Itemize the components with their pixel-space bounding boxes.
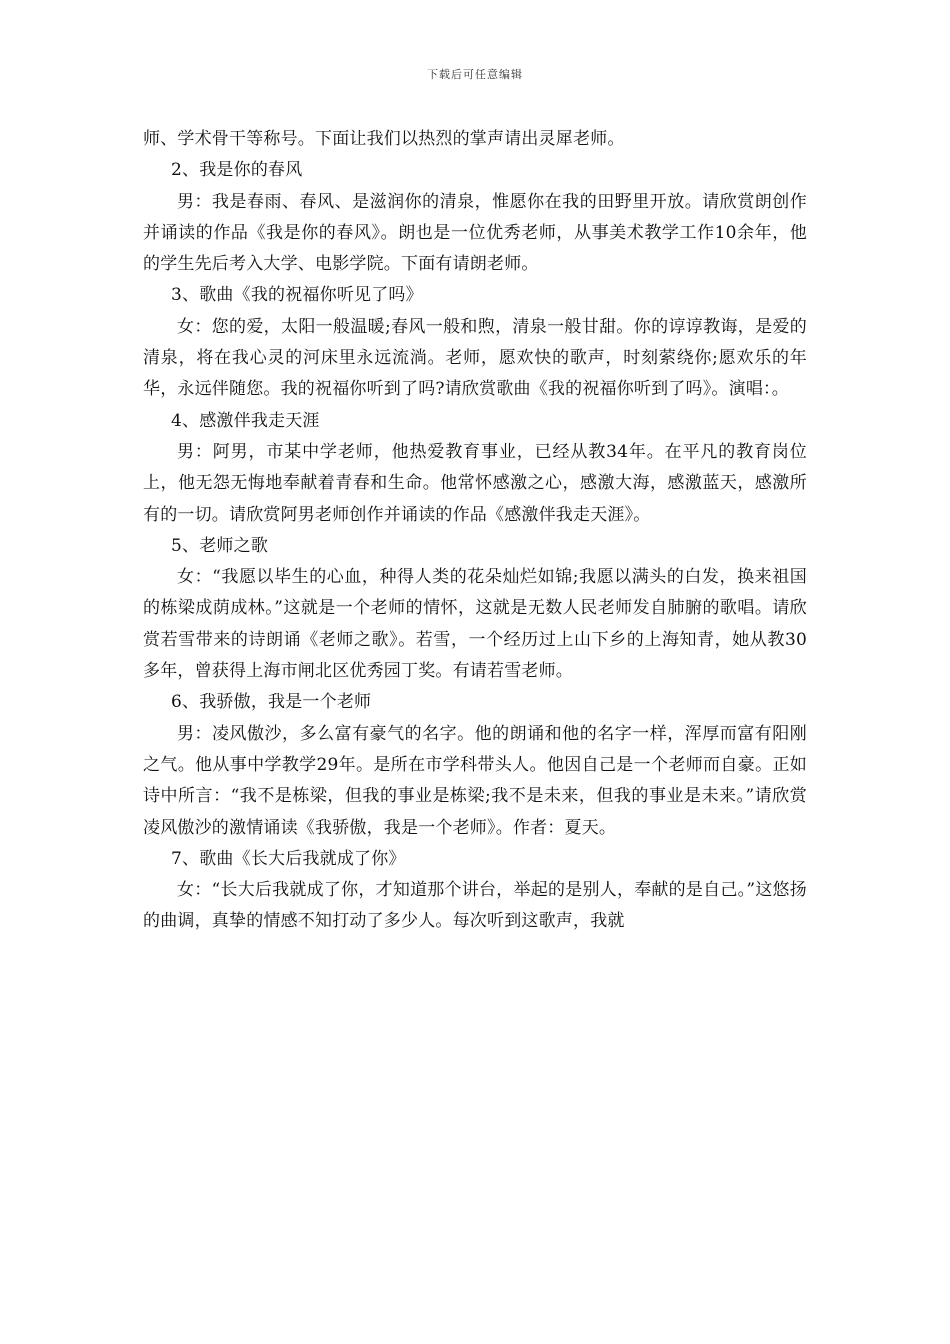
paragraph-4: 男：阿男，市某中学老师，他热爱教育事业，已经从教34年。在平凡的教育岗位上，他无怨无悔地奉献着青春和生命。他常怀感激之心，感激大海，感激蓝天，感激所有的一切。请欣赏阿男老师创作并诵读的作品《感激伴我走天涯》。 <box>143 441 807 525</box>
paragraph-continued: 师、学术骨干等称号。下面让我们以热烈的掌声请出灵犀老师。 <box>143 129 625 149</box>
page-header: 下载后可任意编辑 <box>427 68 523 81</box>
paragraph-5: 女：“我愿以毕生的心血，种得人类的花朵灿烂如锦;我愿以满头的白发，换来祖国的栋梁成荫成林。”这就是一个老师的情怀，这就是无数人民老师发自肺腑的歌唱。请欣赏若雪带来的诗朗诵《老师之歌》。若雪，一个经历过上山下乡的上海知青，她从教30多年，曾获得上海市闸北区优秀园丁奖。有请若雪老师。 <box>143 567 807 682</box>
paragraph-3: 女：您的爱，太阳一般温暖;春风一般和煦，清泉一般甘甜。你的谆谆教诲，是爱的清泉，将在我心灵的河床里永远流淌。老师，愿欢快的歌声，时刻萦绕你;愿欢乐的年华，永远伴随您。我的祝福你听到了吗?请欣赏歌曲《我的祝福你听到了吗》。演唱：。 <box>143 316 807 400</box>
paragraph-6: 男：凌风傲沙，多么富有豪气的名字。他的朗诵和他的名字一样，浑厚而富有阳刚之气。他从事中学教学29年。是所在市学科带头人。他因自己是一个老师而自豪。正如诗中所言：“我不是栋梁，但我的事业是栋梁;我不是未来，但我的事业是未来。”请欣赏凌风傲沙的激情诵读《我骄傲，我是一个老师》。作者：夏天。 <box>143 723 807 838</box>
document-body <box>143 124 807 938</box>
section-heading-2: 2、我是你的春风 <box>171 160 303 181</box>
paragraph-2: 男：我是春雨、春风、是滋润你的清泉，惟愿你在我的田野里开放。请欣赏朗创作并诵读的作品《我是你的春风》。朗也是一位优秀老师，从事美术教学工作10余年，他的学生先后考入大学、电影学院。下面有请朗老师。 <box>143 191 807 275</box>
section-heading-6: 6、我骄傲，我是一个老师 <box>171 692 372 713</box>
paragraph-7: 女：“长大后我就成了你，才知道那个讲台，举起的是别人，奉献的是自己。”这悠扬的曲调，真挚的情感不知打动了多少人。每次听到这歌声，我就 <box>143 880 807 932</box>
section-heading-3: 3、歌曲《我的祝福你听见了吗》 <box>171 285 423 306</box>
section-heading-4: 4、感激伴我走天涯 <box>171 410 320 431</box>
section-heading-5: 5、老师之歌 <box>171 535 269 556</box>
section-heading-7: 7、歌曲《长大后我就成了你》 <box>171 848 406 869</box>
